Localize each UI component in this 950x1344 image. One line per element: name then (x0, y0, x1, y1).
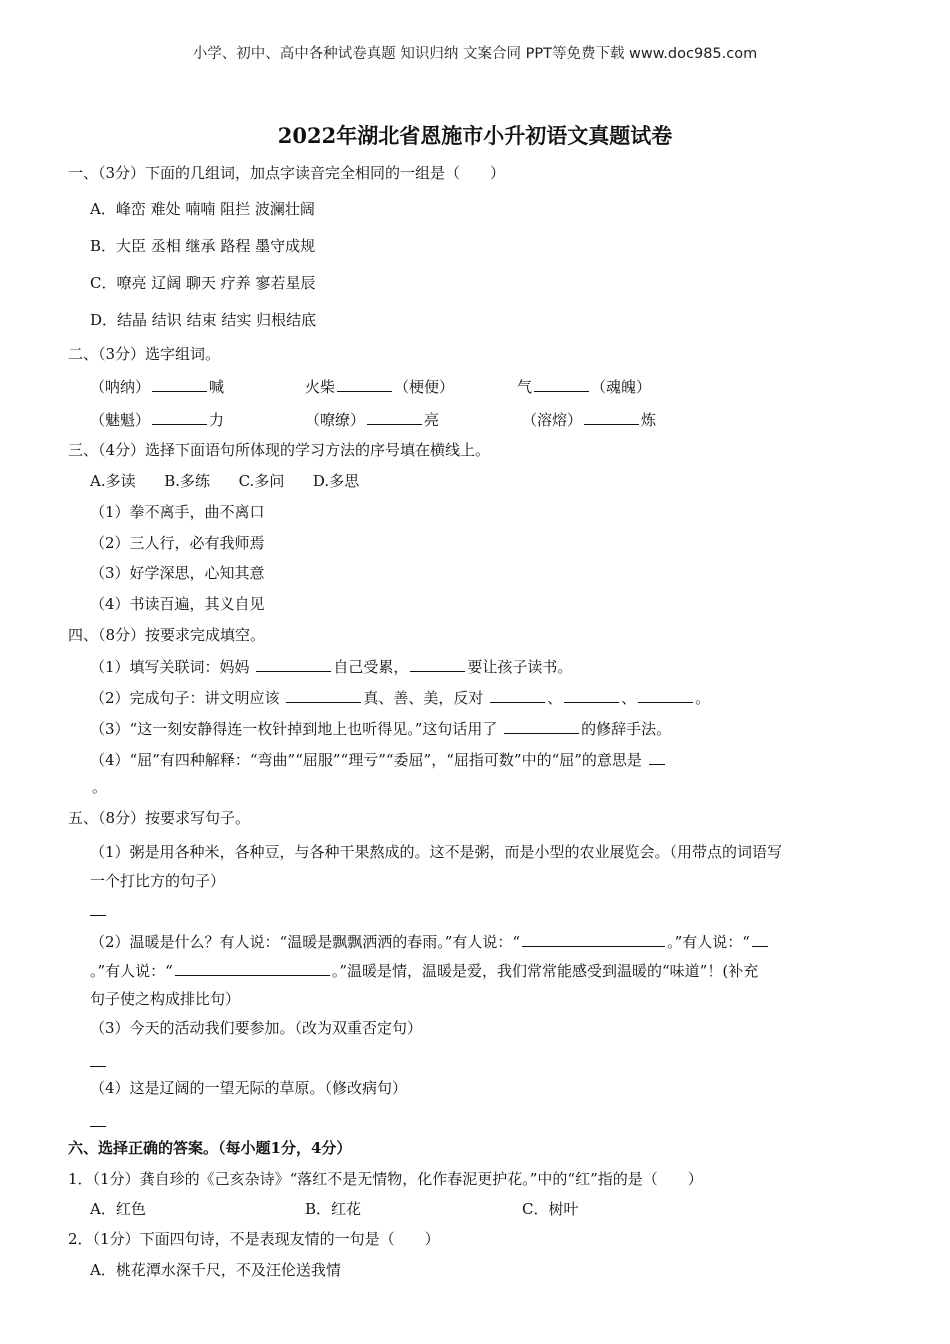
q1-stem: 一、（3分）下面的几组词，加点字读音完全相同的一组是（ ） (68, 164, 506, 182)
q3-item-4: （4）书读百遍，其义自见 (90, 595, 265, 613)
q4-stem: 四、（8分）按要求完成填空。 (68, 626, 266, 644)
q2-row1-item3: 气 （魂魄） (517, 378, 652, 396)
q2-row2-item2: （嘹缭） 亮 (305, 411, 440, 429)
q5-stem: 五、（8分）按要求写句子。 (68, 809, 251, 827)
q6-item-2-option-a: A．桃花潭水深千尺，不及汪伦送我情 (90, 1261, 341, 1279)
q2-row1-item2: 火柴 （梗便） (305, 378, 455, 396)
q2-row2-item3: （溶熔） 炼 (522, 411, 657, 429)
q5-s1-line2: 一个打比方的句子） (90, 872, 226, 890)
q3-item-3: （3）好学深思，心知其意 (90, 564, 265, 582)
q5-s1-line1: （1）粥是用各种米，各种豆，与各种干果熬成的。这不是粥，而是小型的农业展览会。（用带点的词语写 (90, 843, 783, 861)
q5-s2-line2: 。”有人说：“ 。”温暖是情，温暖是爱，我们常常能感受到温暖的“味道”！(补充 (90, 962, 759, 980)
q4-line1: （1）填写关联词：妈妈 自己受累， 要让孩子读书。 (90, 658, 573, 676)
q2-row1-item1: （呐纳） 喊 (90, 378, 225, 396)
q1-option-d: D．结晶 结识 结束 结实 归根结底 (90, 311, 317, 329)
q6-stem: 六、选择正确的答案。（每小题1分，4分） (68, 1139, 352, 1157)
q1-option-c: C．嘹亮 辽阔 聊天 疗养 寥若星辰 (90, 274, 316, 292)
q2-row2-item1: （魅魁） 力 (90, 411, 225, 429)
q4-line2: （2）完成句子：讲文明应该 真、善、美，反对 、 、 。 (90, 689, 711, 707)
page-header: 小学、初中、高中各种试卷真题 知识归纳 文案合同 PPT等免费下载 www.doc985.com (192, 46, 758, 62)
q4-line3: （3）“这一刻安静得连一枚针掉到地上也听得见。”这句话用了 的修辞手法。 (90, 720, 672, 738)
q4-line4: （4）“屈”有四种解释：“弯曲”“屈服”“理亏”“委屈”，“屈指可数”中的“屈”的意思是 (90, 749, 667, 770)
q6-item-1: 1．（1分）龚自珍的《己亥杂诗》“落红不是无情物，化作春泥更护花。”中的“红”指的是（ ） (68, 1170, 703, 1188)
q5-s2-line1: （2）温暖是什么？有人说：“温暖是飘飘洒洒的春雨。”有人说：“ 。”有人说：“ (90, 931, 770, 952)
q6-item-2: 2．（1分）下面四句诗，不是表现友情的一句是（ ） (68, 1230, 440, 1248)
q5-s4: （4）这是辽阔的一望无际的草原。（修改病句） (90, 1079, 408, 1097)
q5-s3: （3）今天的活动我们要参加。（改为双重否定句） (90, 1019, 423, 1037)
q6-item-1-option-a: A．红色 (90, 1200, 146, 1218)
q5-s2-line3: 句子使之构成排比句） (90, 990, 241, 1008)
q6-item-1-option-b: B．红花 (305, 1200, 362, 1218)
q5-s1-answer-line[interactable] (90, 915, 106, 916)
page-title: 2022年湖北省恩施市小升初语文真题试卷 (277, 123, 673, 148)
q1-option-a: A．峰峦 难处 喃喃 阻拦 波澜壮阔 (90, 200, 315, 218)
q3-choices: A.多读 B.多练 C.多问 D.多思 (90, 472, 360, 490)
q3-item-2: （2）三人行，必有我师焉 (90, 534, 265, 552)
q4-line4-end: 。 (92, 778, 108, 796)
q3-stem: 三、（4分）选择下面语句所体现的学习方法的序号填在横线上。 (68, 441, 491, 459)
q5-s3-answer-line[interactable] (90, 1066, 106, 1067)
q5-s4-answer-line[interactable] (90, 1126, 106, 1127)
q3-item-1: （1）拳不离手，曲不离口 (90, 503, 265, 521)
q2-stem: 二、（3分）选字组词。 (68, 345, 221, 363)
q6-item-1-option-c: C．树叶 (522, 1200, 579, 1218)
q1-option-b: B．大臣 丞相 继承 路程 墨守成规 (90, 237, 316, 255)
